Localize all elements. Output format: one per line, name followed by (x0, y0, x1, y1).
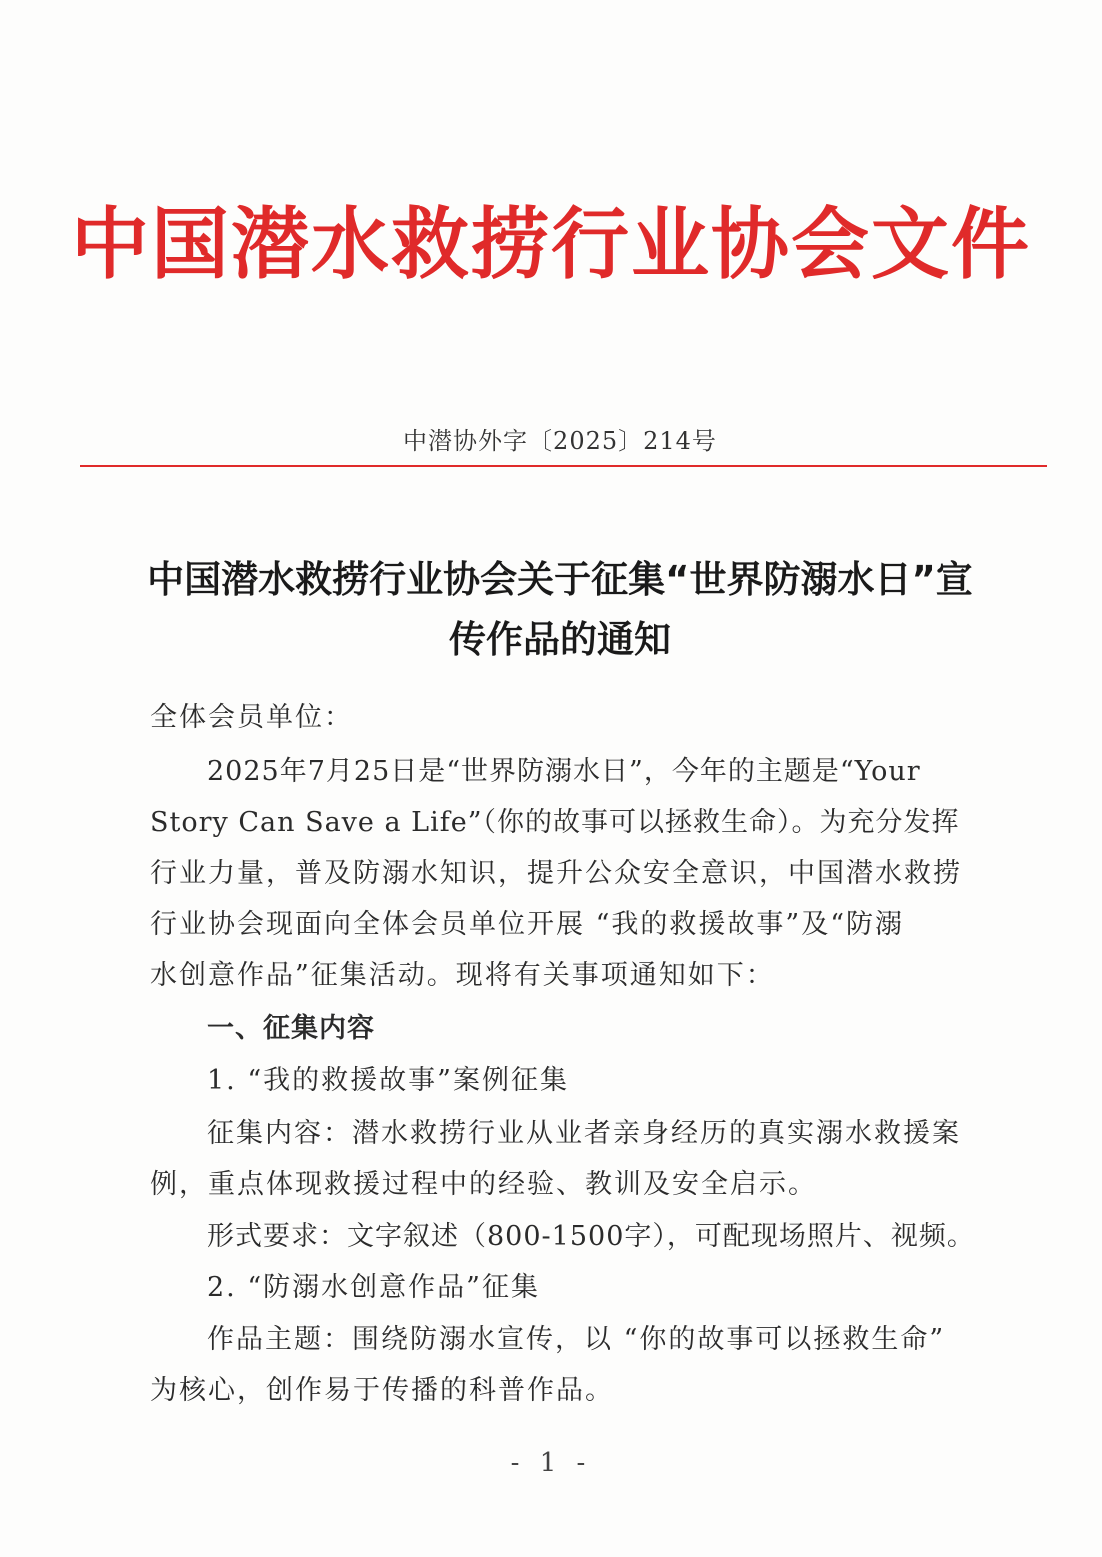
item-1-content-line-2: 例，重点体现救援过程中的经验、教训及安全启示。 (150, 1169, 817, 1200)
page-number: - 1 - (510, 1448, 592, 1478)
paragraph-1-line-2: Story Can Save a Life”（你的故事可以拯救生命）。为充分发挥 (150, 807, 960, 838)
paragraph-1-line-1: 2025年7月25日是“世界防溺水日”，今年的主题是“Your (207, 756, 921, 787)
paragraph-1-line-5: 水创意作品”征集活动。现将有关事项通知如下： (150, 960, 775, 991)
paragraph-1-line-3: 行业力量，普及防溺水知识，提升公众安全意识，中国潜水救捞 (150, 858, 962, 889)
item-2-title: 2. “防溺水创意作品”征集 (207, 1272, 540, 1303)
paragraph-1-line-4: 行业协会现面向全体会员单位开展 “我的救援故事”及“防溺 (150, 909, 904, 940)
notice-title (70, 550, 1050, 670)
salutation: 全体会员单位： (150, 702, 353, 733)
masthead-title: 中国潜水救捞行业协会文件 (70, 199, 1031, 290)
item-1-content-line-1: 征集内容：潜水救捞行业从业者亲身经历的真实溺水救援案 (207, 1118, 961, 1149)
notice-title-line-2: 传作品的通知 (449, 618, 671, 661)
notice-title-line-1: 中国潜水救捞行业协会关于征集“世界防溺水日”宣 (147, 558, 973, 601)
item-2-content-line-1: 作品主题：围绕防溺水宣传，以 “你的故事可以拯救生命” (207, 1324, 946, 1355)
item-2-content-line-2: 为核心，创作易于传播的科普作品。 (150, 1375, 614, 1406)
red-divider-line (80, 465, 1047, 467)
section-1-heading: 一、征集内容 (207, 1013, 375, 1044)
item-1-title: 1. “我的救援故事”案例征集 (207, 1065, 569, 1096)
document-number: 中潜协外字〔2025〕214号 (403, 427, 717, 455)
item-1-format: 形式要求：文字叙述（800-1500字），可配现场照片、视频。 (207, 1221, 975, 1252)
